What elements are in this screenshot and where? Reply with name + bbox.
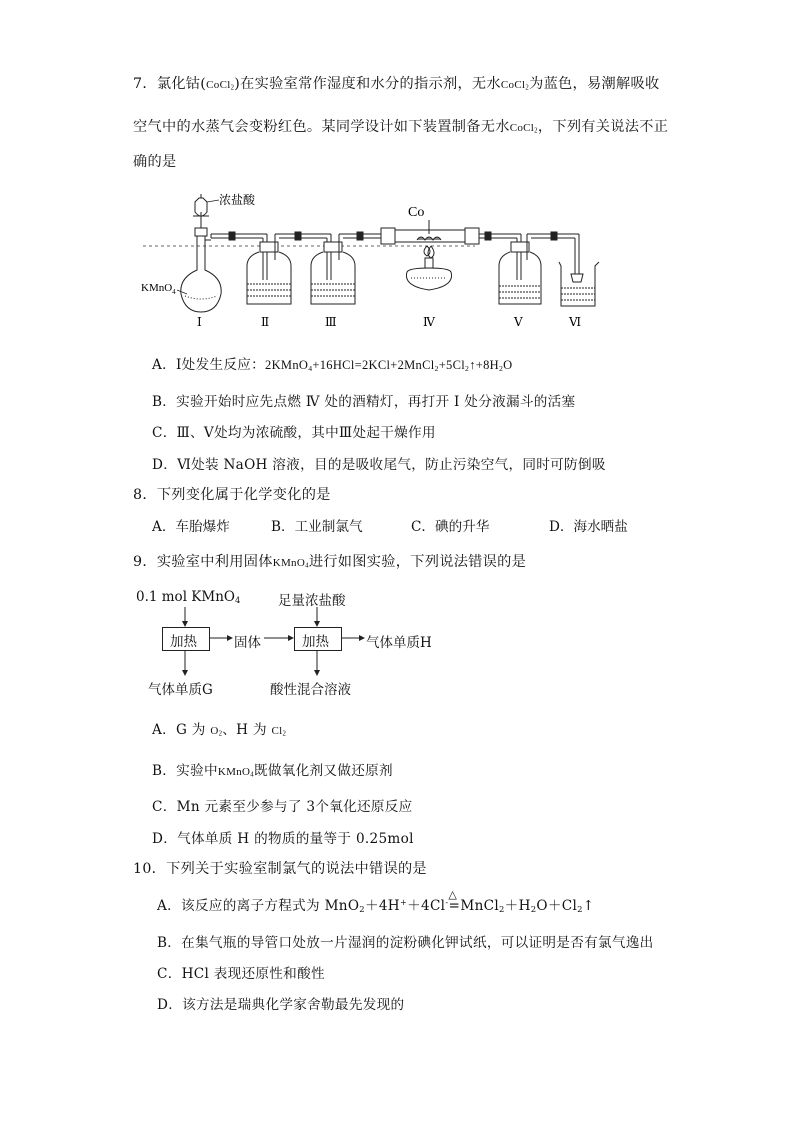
condition-heat: △ =: [448, 888, 461, 914]
q8-option-a: A．车胎爆炸: [152, 519, 230, 535]
label-roman-6: Ⅵ: [569, 315, 582, 329]
flow-solution: 酸性混合溶液: [270, 682, 351, 698]
alcohol-lamp: [406, 246, 451, 290]
flow-start: 0.1 mol KMnO$_4$: [136, 589, 241, 606]
q9-option-a: A．G 为 $O_2$、H 为 $Cl_2$: [152, 722, 287, 738]
label-roman-1: Ⅰ: [197, 315, 202, 329]
q7-line-1: 7．氯化钴(CoCl$_2$)在实验室常作湿度和水分的指示剂，无水CoCl$_2$为蓝色，易潮解吸收: [133, 76, 660, 92]
flow-mid: 固体: [234, 635, 261, 651]
label-kmno4: KMnO$_4$: [141, 282, 176, 296]
flow-arrows: [130, 585, 460, 700]
q8-stem: 8．下列变化属于化学变化的是: [133, 487, 331, 503]
q7-line-2: 空气中的水蒸气会变粉红色。某同学设计如下装置制备无水CoCl$_2$，下列有关说法不正: [133, 119, 669, 135]
label-roman-2: Ⅱ: [261, 315, 270, 329]
flow-box-1-label: 加热: [170, 634, 197, 650]
q7-option-c: C．Ⅲ、Ⅴ处均为浓硫酸，其中Ⅲ处起干燥作用: [152, 425, 436, 441]
label-conc-hcl: 浓盐酸: [219, 193, 256, 207]
tube-1-2: [207, 232, 267, 280]
q8-option-c: C．碘的升华: [411, 519, 490, 535]
flow-gas-h: 气体单质H: [366, 635, 432, 651]
q8-options: [0, 515, 794, 535]
label-roman-5: Ⅴ: [514, 315, 523, 329]
label-co: Co: [408, 205, 425, 220]
q8-option-b: B．工业制氯气: [271, 519, 363, 535]
label-roman-3: Ⅲ: [325, 315, 337, 329]
flask-1: [181, 228, 221, 312]
flow-gas-g: 气体单质G: [148, 682, 213, 698]
flow-acid: 足量浓盐酸: [278, 593, 346, 609]
q7-line-3: 确的是: [133, 154, 177, 170]
flow-box-2-label: 加热: [302, 634, 329, 650]
q10-option-c: C．HCl 表现还原性和酸性: [157, 966, 325, 982]
q10-stem: 10．下列关于实验室制氯气的说法中错误的是: [133, 861, 427, 877]
q9-stem: 9．实验室中利用固体KMnO$_4$进行如图实验，下列说法错误的是: [133, 554, 527, 570]
q9-option-c: C．Mn 元素至少参与了 3个氧化还原反应: [152, 799, 413, 815]
bottle-5: [499, 232, 579, 304]
q10-option-a: A．该反应的离子方程式为 MnO$_2$＋4H+＋4Cl- △ $=MnCl_2+H_2O+Cl_2↑$: [157, 888, 595, 915]
q9-option-b: B．实验中KMnO$_4$既做氧化剂又做还原剂: [152, 763, 393, 779]
q7-option-a: A．Ⅰ处发生反应：$2KMnO_4+16HCl=2KCl+2MnCl_2+5Cl_2↑+8H_2O$: [152, 357, 513, 373]
combustion-tube: [381, 220, 479, 244]
q7-option-d: D．Ⅵ处装 NaOH 溶液，目的是吸收尾气，防止污染空气，同时可防倒吸: [152, 457, 606, 473]
label-roman-4: Ⅳ: [423, 315, 435, 329]
q9-option-d: D．气体单质 H 的物质的量等于 0.25mol: [152, 831, 414, 847]
q10-option-d: D．该方法是瑞典化学家舍勒最先发现的: [157, 997, 405, 1013]
bottle-3: [311, 232, 381, 304]
tube-4-5: [479, 232, 521, 280]
q8-option-d: D．海水晒盐: [549, 519, 628, 535]
q7-option-b: B．实验开始时应先点燃 Ⅳ 处的酒精灯，再打开 Ⅰ 处分液漏斗的活塞: [152, 394, 576, 410]
bottle-2: [247, 232, 331, 304]
flow-diagram: [130, 585, 460, 700]
apparatus-diagram: [135, 190, 605, 335]
q10-option-b: B．在集气瓶的导管口处放一片湿润的淀粉碘化钾试纸，可以证明是否有氯气逸出: [157, 935, 654, 951]
